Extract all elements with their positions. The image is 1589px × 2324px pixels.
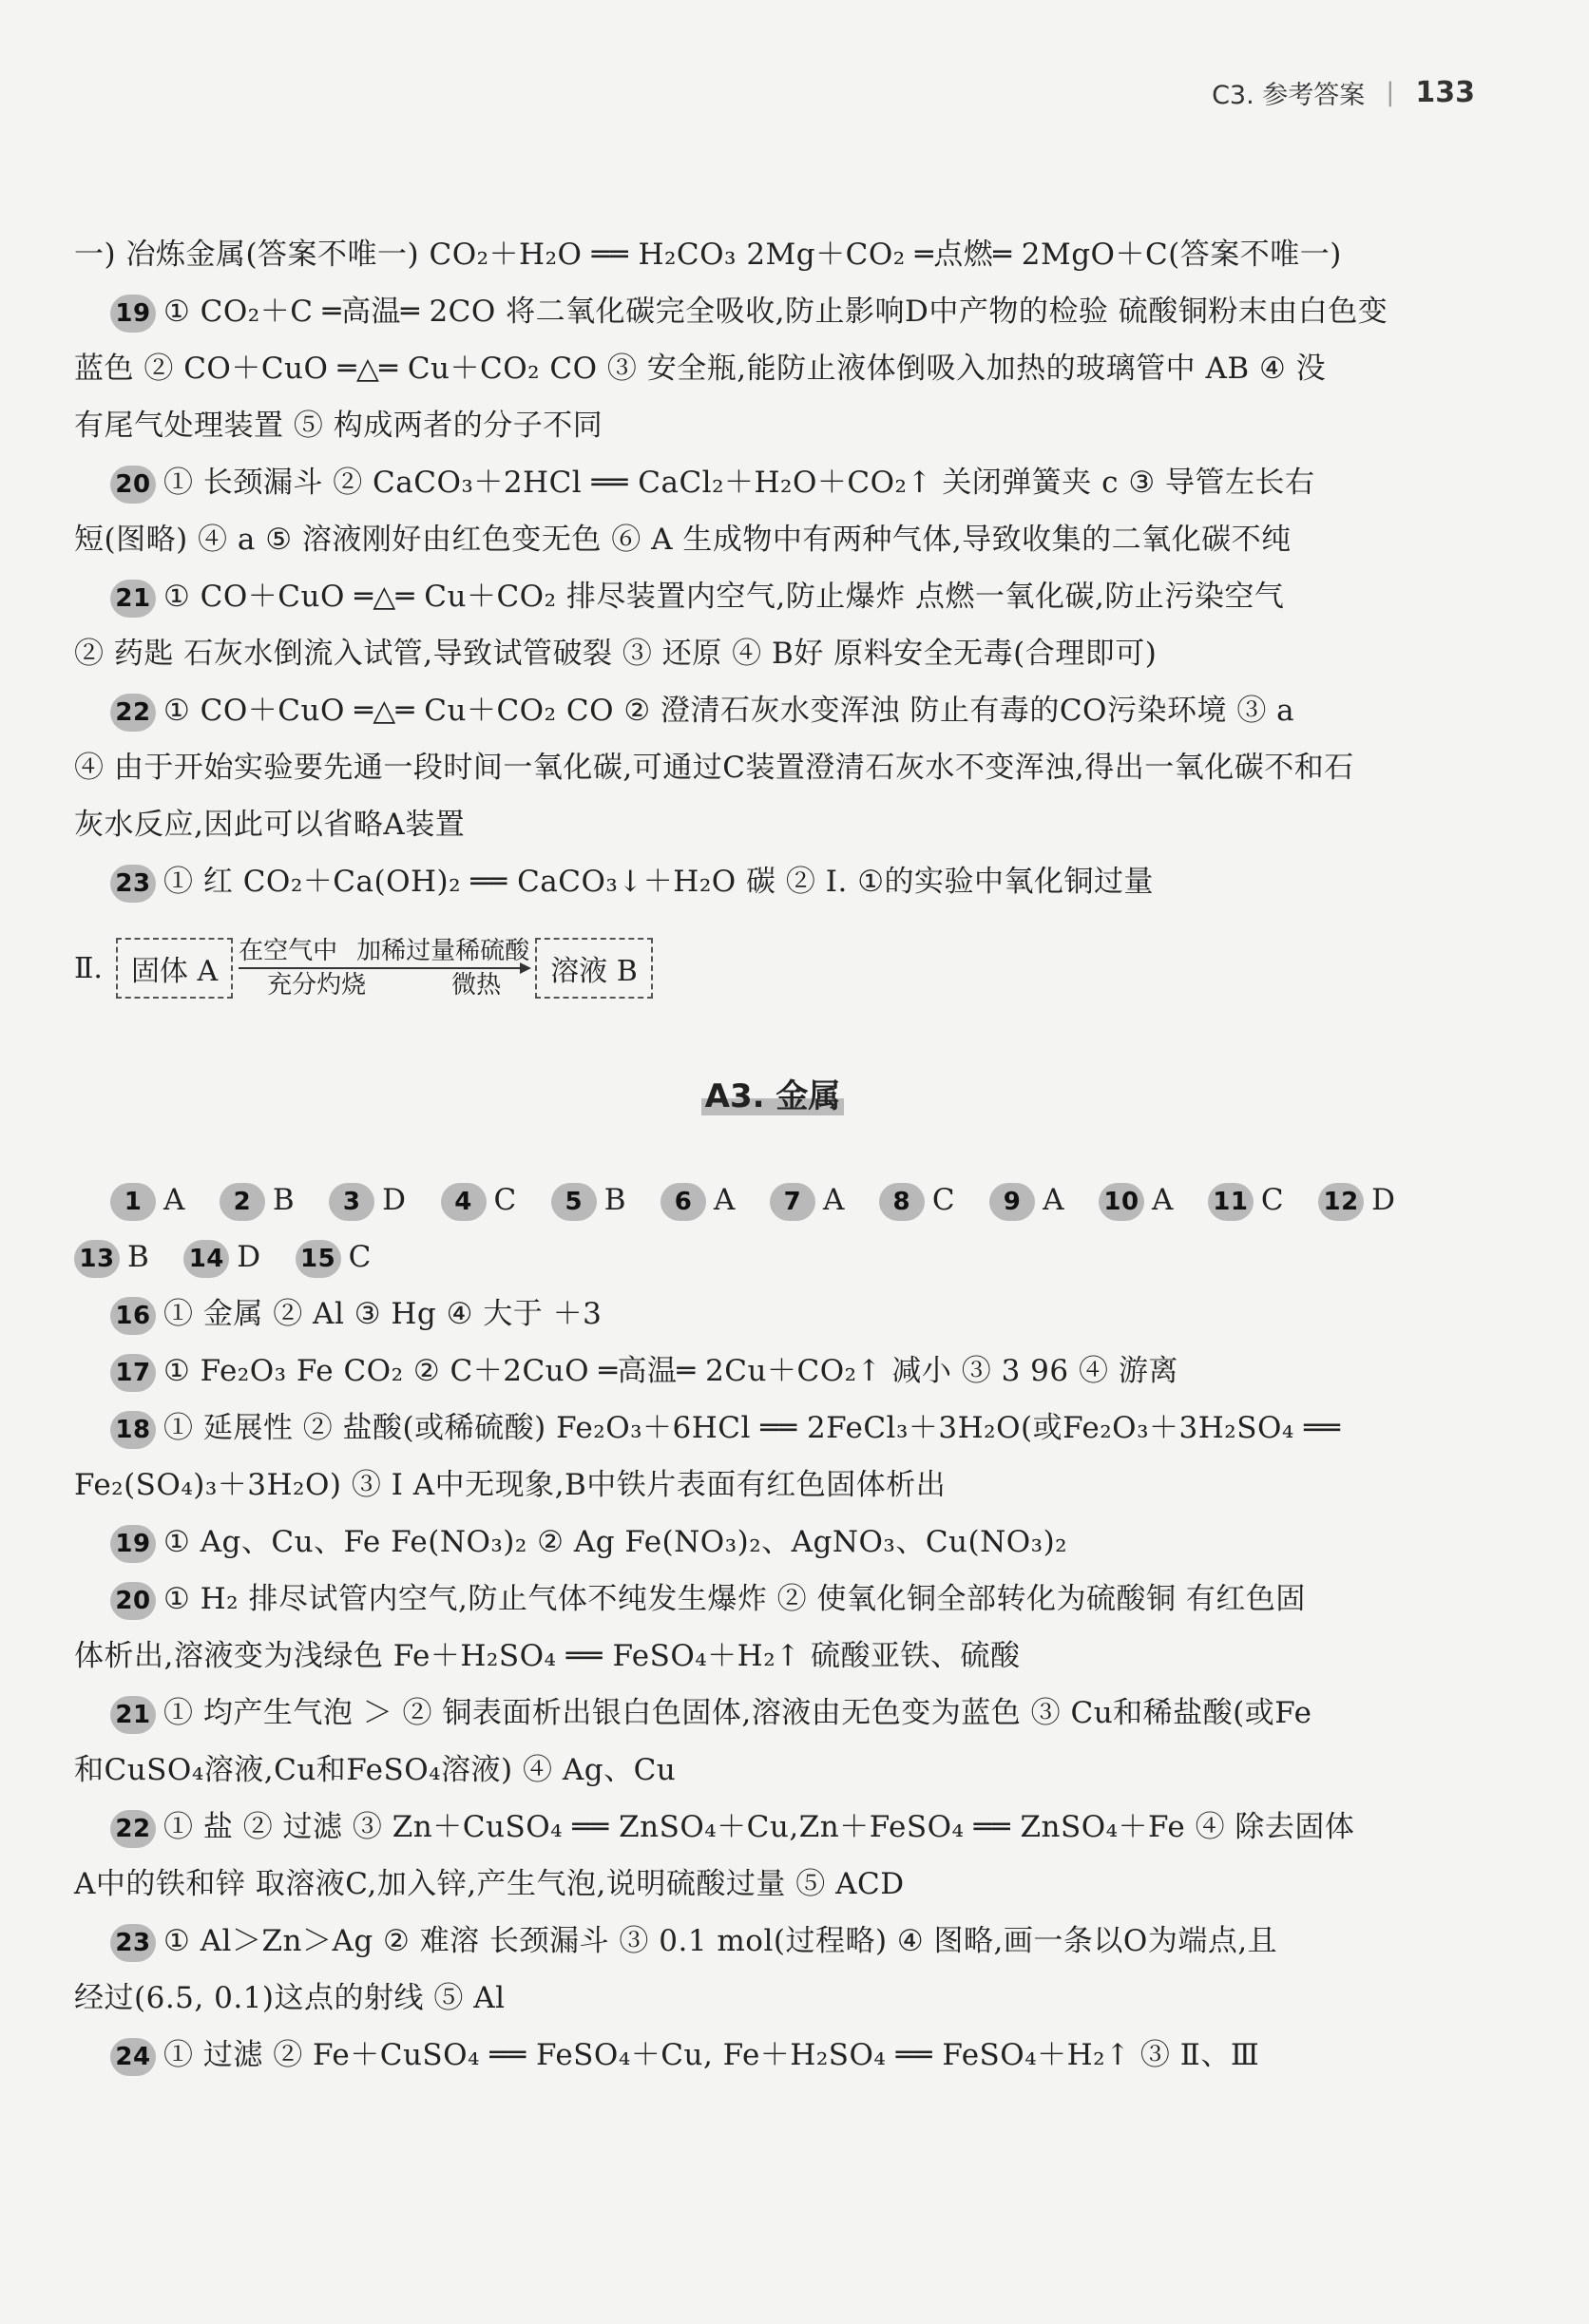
- flow-arrow: [239, 935, 529, 1001]
- answer-text: ① Ag、Cu、Fe Fe(NO₃)₂ ② Ag Fe(NO₃)₂、AgNO₃、Cu(NO₃)₂: [163, 1525, 1068, 1559]
- mc-answer: [1208, 1172, 1284, 1229]
- question-number-badge: 8: [879, 1183, 925, 1221]
- p2-item-16-line: [74, 1286, 1471, 1343]
- question-number-badge: 11: [1208, 1183, 1254, 1221]
- mc-answer: [1099, 1172, 1174, 1229]
- mc-answer: [183, 1229, 260, 1286]
- mc-choice: D: [237, 1240, 261, 1274]
- p2-item-21-line: [74, 1742, 1471, 1799]
- answer-text: 有尾气处理装置 ⑤ 构成两者的分子不同: [74, 409, 603, 443]
- mc-choice: A: [1043, 1183, 1064, 1217]
- continued-line: 一) 冶炼金属(答案不唯一) CO₂＋H₂O ══ H₂CO₃ 2Mg＋CO₂ ═点燃═ 2MgO＋C(答案不唯一): [74, 238, 1342, 272]
- question-number-badge: 15: [296, 1240, 341, 1278]
- p1-item-19-line: [74, 397, 1471, 454]
- question-number-badge: 19: [110, 295, 156, 333]
- question-number-badge: 1: [110, 1183, 156, 1221]
- mc-answer: [110, 1172, 185, 1229]
- question-number-badge: 22: [110, 1810, 156, 1848]
- arrow-line: [239, 967, 529, 969]
- p2-item-21-line: [74, 1685, 1471, 1742]
- question-number-badge: 23: [110, 1924, 156, 1962]
- arrow-top-labels: [239, 935, 529, 967]
- answer-text: ① 均产生气泡 ＞ ② 铜表面析出银白色固体,溶液由无色变为蓝色 ③ Cu和稀盐酸(或Fe: [163, 1696, 1312, 1730]
- question-number-badge: 2: [220, 1183, 265, 1221]
- part1-answers: [74, 283, 1471, 910]
- answer-text: ① 长颈漏斗 ② CaCO₃＋2HCl ══ CaCl₂＋H₂O＋CO₂↑ 关闭弹簧夹 c ③ 导管左长右: [163, 466, 1315, 500]
- p1-item-19-line: [74, 340, 1471, 397]
- page-number: 133: [1415, 76, 1475, 109]
- question-number-badge: 3: [329, 1183, 374, 1221]
- question-number-badge: 5: [551, 1183, 597, 1221]
- mc-choice: A: [1151, 1183, 1174, 1217]
- answer-text: ① 延展性 ② 盐酸(或稀硫酸) Fe₂O₃＋6HCl ══ 2FeCl₃＋3H₂O(或Fe₂O₃＋3H₂SO₄ ══: [163, 1411, 1341, 1445]
- p1-item-23-line: [74, 853, 1471, 910]
- content: [74, 226, 1471, 2084]
- p2-item-18-line: [74, 1400, 1471, 1457]
- answer-text: 经过(6.5, 0.1)这点的射线 ⑤ Al: [74, 1981, 506, 2015]
- p2-item-20-line: [74, 1571, 1471, 1628]
- question-number-badge: 22: [110, 694, 156, 732]
- p2-item-18-line: [74, 1457, 1471, 1514]
- p1-item-21-line: [74, 568, 1471, 625]
- question-number-badge: 6: [660, 1183, 706, 1221]
- answer-text: ① 过滤 ② Fe＋CuSO₄ ══ FeSO₄＋Cu, Fe＋H₂SO₄ ══ FeSO₄＋H₂↑ ③ Ⅱ、Ⅲ: [163, 2038, 1260, 2072]
- arrow-bottom-labels: [267, 969, 501, 1001]
- p2-item-20-line: [74, 1628, 1471, 1685]
- answer-text: ① Al＞Zn＞Ag ② 难溶 长颈漏斗 ③ 0.1 mol(过程略) ④ 图略,画一条以O为端点,且: [163, 1924, 1278, 1958]
- answer-text: 和CuSO₄溶液,Cu和FeSO₄溶液) ④ Ag、Cu: [74, 1753, 677, 1787]
- flow-prefix: Ⅱ.: [74, 951, 103, 985]
- p2-item-17-line: [74, 1343, 1471, 1400]
- answer-text: 短(图略) ④ a ⑤ 溶液刚好由红色变无色 ⑥ A 生成物中有两种气体,导致收集的二氧化碳不纯: [74, 523, 1292, 557]
- answer-text: ② 药匙 石灰水倒流入试管,导致试管破裂 ③ 还原 ④ B好 原料安全无毒(合理即可): [74, 637, 1158, 671]
- p1-item-20-line: [74, 454, 1471, 511]
- mc-answer: [770, 1172, 845, 1229]
- p1-item-22-line: [74, 682, 1471, 739]
- mc-answer: [989, 1172, 1064, 1229]
- p1-item-21-line: [74, 625, 1471, 682]
- answer-text: 灰水反应,因此可以省略A装置: [74, 808, 466, 842]
- answer-text: ① 盐 ② 过滤 ③ Zn＋CuSO₄ ══ ZnSO₄＋Cu,Zn＋FeSO₄ ══ ZnSO₄＋Fe ④ 除去固体: [163, 1810, 1355, 1844]
- answer-text: 蓝色 ② CO＋CuO ═△═ Cu＋CO₂ CO ③ 安全瓶,能防止液体倒吸入加热的玻璃管中 AB ④ 没: [74, 352, 1327, 386]
- section-title: A3. 金属: [74, 1070, 1471, 1116]
- mc-answer: [329, 1172, 406, 1229]
- mc-choice: B: [272, 1183, 296, 1217]
- question-number-badge: 9: [989, 1183, 1035, 1221]
- question-number-badge: 7: [770, 1183, 815, 1221]
- answer-text: ① 红 CO₂＋Ca(OH)₂ ══ CaCO₃↓＋H₂O 碳 ② Ⅰ. ①的实验中氧化铜过量: [163, 865, 1154, 899]
- mc-choice: B: [603, 1183, 627, 1217]
- mc-choice: A: [714, 1183, 736, 1217]
- question-number-badge: 19: [110, 1525, 156, 1563]
- question-number-badge: 18: [110, 1411, 156, 1449]
- answer-text: ① H₂ 排尽试管内空气,防止气体不纯发生爆炸 ② 使氧化铜全部转化为硫酸铜 有红色固: [163, 1582, 1306, 1616]
- answer-text: ① CO＋CuO ═△═ Cu＋CO₂ CO ② 澄清石灰水变浑浊 防止有毒的CO污染环境 ③ a: [163, 694, 1295, 728]
- mc-answer: [296, 1229, 372, 1286]
- p2-item-22-line: [74, 1799, 1471, 1856]
- answer-text: 体析出,溶液变为浅绿色 Fe＋H₂SO₄ ══ FeSO₄＋H₂↑ 硫酸亚铁、硫酸: [74, 1639, 1021, 1673]
- multiple-choice-answers: [74, 1172, 1471, 1286]
- mc-answer: [74, 1229, 149, 1286]
- mc-answer: [660, 1172, 736, 1229]
- answer-text: Fe₂(SO₄)₃＋3H₂O) ③ Ⅰ A中无现象,B中铁片表面有红色固体析出: [74, 1468, 947, 1502]
- answer-text: ① CO₂＋C ═高温═ 2CO 将二氧化碳完全吸收,防止影响D中产物的检验 硫酸铜粉末由白色变: [163, 295, 1388, 329]
- question-number-badge: 23: [110, 865, 156, 903]
- step1-top: 在空气中: [239, 937, 338, 965]
- p2-item-23-line: [74, 1970, 1471, 2027]
- question-number-badge: 17: [110, 1354, 156, 1392]
- p2-item-23-line: [74, 1913, 1471, 1970]
- step2-top: 加稀过量稀硫酸: [356, 937, 530, 965]
- page-header: [1212, 74, 1475, 111]
- question-number-badge: 13: [74, 1240, 120, 1278]
- mc-answer: [879, 1172, 955, 1229]
- answer-text: ① 金属 ② Al ③ Hg ④ 大于 ＋3: [163, 1297, 603, 1331]
- mc-choice: A: [822, 1183, 845, 1217]
- answer-text: ① CO＋CuO ═△═ Cu＋CO₂ 排尽装置内空气,防止爆炸 点燃一氧化碳,防止污染空气: [163, 580, 1285, 614]
- question-number-badge: 21: [110, 580, 156, 618]
- p2-item-24-line: [74, 2027, 1471, 2084]
- flow-start-box: 固体 A: [116, 938, 233, 999]
- mc-row: [74, 1229, 1471, 1286]
- p1-item-20-line: [74, 511, 1471, 568]
- answer-text: A中的铁和锌 取溶液C,加入锌,产生气泡,说明硫酸过量 ⑤ ACD: [74, 1867, 905, 1901]
- flow-diagram: [74, 916, 1471, 1020]
- p1-item-22-line: [74, 796, 1471, 853]
- step2-bottom: 微热: [451, 971, 502, 1000]
- mc-answer: [1318, 1172, 1395, 1229]
- step1-bottom: 充分灼烧: [267, 971, 367, 1000]
- header-separator: |: [1386, 78, 1395, 107]
- part2-answers: [74, 1286, 1471, 2084]
- question-number-badge: 12: [1318, 1183, 1364, 1221]
- mc-answer: [220, 1172, 295, 1229]
- question-number-badge: 20: [110, 466, 156, 504]
- mc-choice: C: [1260, 1183, 1285, 1217]
- mc-answer: [441, 1172, 517, 1229]
- p2-item-22-line: [74, 1856, 1471, 1913]
- mc-answer: [551, 1172, 626, 1229]
- question-number-badge: 21: [110, 1696, 156, 1734]
- question-number-badge: 14: [183, 1240, 229, 1278]
- mc-row: [74, 1172, 1471, 1229]
- question-number-badge: 20: [110, 1582, 156, 1620]
- question-number-badge: 16: [110, 1297, 156, 1335]
- mc-choice: C: [493, 1183, 517, 1217]
- header-section: C3. 参考答案: [1212, 81, 1366, 110]
- question-number-badge: 4: [441, 1183, 487, 1221]
- p2-item-19-line: [74, 1514, 1471, 1571]
- question-number-badge: 24: [110, 2038, 156, 2076]
- p1-item-19-line: [74, 283, 1471, 340]
- p1-item-22-line: [74, 739, 1471, 796]
- mc-choice: D: [382, 1183, 407, 1217]
- mc-choice: C: [931, 1183, 956, 1217]
- flow-end-box: 溶液 B: [535, 938, 653, 999]
- mc-choice: C: [348, 1240, 372, 1274]
- answer-text: ① Fe₂O₃ Fe CO₂ ② C＋2CuO ═高温═ 2Cu＋CO₂↑ 减小 ③ 3 96 ④ 游离: [163, 1354, 1178, 1388]
- mc-choice: A: [163, 1183, 185, 1217]
- question-number-badge: 10: [1099, 1183, 1144, 1221]
- mc-choice: B: [127, 1240, 150, 1274]
- mc-choice: D: [1371, 1183, 1396, 1217]
- answer-text: ④ 由于开始实验要先通一段时间一氧化碳,可通过C装置澄清石灰水不变浑浊,得出一氧化碳不和石: [74, 751, 1354, 785]
